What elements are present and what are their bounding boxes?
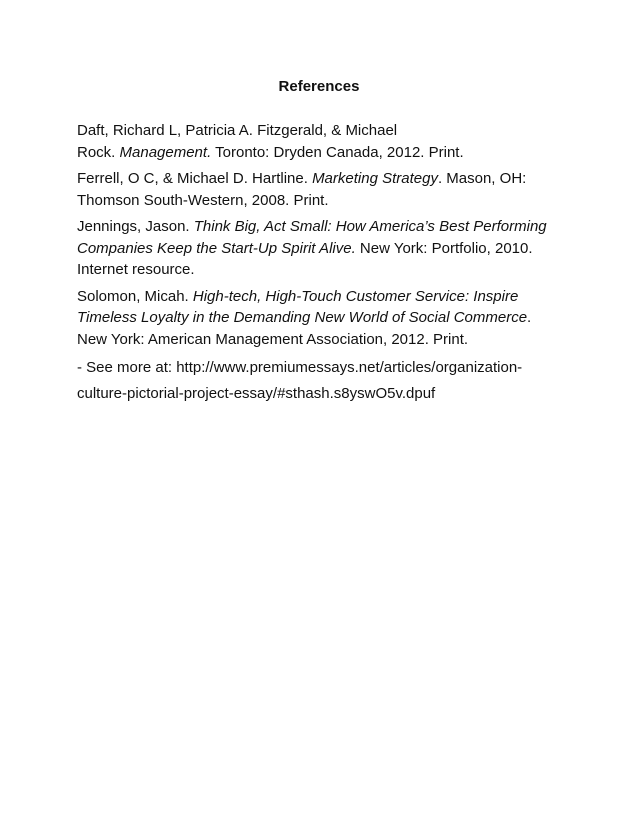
see-more-line-2[interactable]: culture-pictorial-project-essay/#sthash.s8yswO5v.dpuf [77, 385, 436, 402]
reference-title-text: Timeless Loyalty in the Demanding New World of Social Commerce [77, 309, 528, 326]
reference-text: Internet resource. [77, 261, 195, 278]
reference-text: . Mason, OH: [437, 170, 527, 187]
see-more-link[interactable] [77, 355, 557, 407]
reference-entries [77, 120, 557, 350]
reference-line [77, 329, 557, 351]
reference-entry [77, 216, 557, 281]
reference-title-text: High-tech, High-Touch Customer Service: Inspire [192, 287, 519, 305]
reference-entry [77, 286, 557, 351]
reference-text: Rock. [77, 143, 120, 161]
reference-title-text: Think Big, Act Small: How America’s Best Performing [193, 218, 547, 235]
reference-text: New York: American Management Association, 2012. Print. [77, 330, 469, 348]
reference-title-text: Marketing Strategy [312, 170, 438, 187]
reference-text: Jennings, Jason. [77, 218, 194, 235]
reference-line [77, 120, 557, 142]
reference-line [77, 286, 557, 308]
reference-text: New York: Portfolio, 2010. [355, 239, 533, 257]
reference-text: Thomson South-Western, 2008. Print. [77, 191, 329, 209]
reference-line [77, 190, 557, 212]
reference-line [77, 238, 557, 260]
reference-text: Toronto: Dryden Canada, 2012. Print. [211, 143, 464, 161]
reference-title-text: Companies Keep the Start-Up Spirit Alive. [77, 239, 356, 257]
reference-text: . [527, 309, 532, 326]
reference-text: Ferrell, O C, & Michael D. Hartline. [77, 170, 313, 187]
page-title: References [278, 78, 360, 95]
reference-text: Daft, Richard L, Patricia A. Fitzgerald, & Michael [77, 122, 398, 139]
see-more-line-1[interactable]: - See more at: http://www.premiumessays.net/articles/organization- [77, 359, 523, 376]
reference-text: Solomon, Micah. [77, 287, 193, 305]
reference-line [77, 142, 557, 164]
reference-list [77, 120, 557, 407]
reference-line [77, 307, 557, 329]
reference-line [77, 259, 557, 281]
reference-entry [77, 120, 557, 163]
reference-entry [77, 168, 557, 211]
reference-title-text: Management. [119, 143, 212, 161]
reference-line [77, 168, 557, 190]
reference-line [77, 216, 557, 238]
